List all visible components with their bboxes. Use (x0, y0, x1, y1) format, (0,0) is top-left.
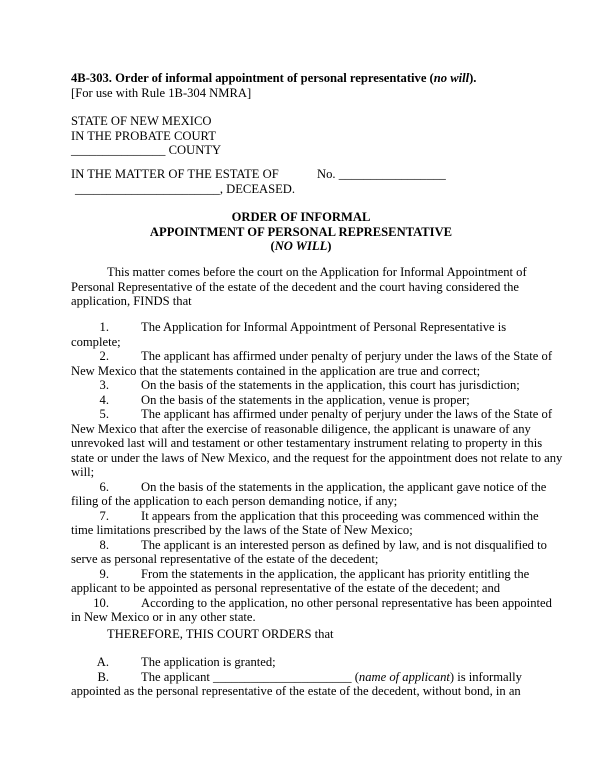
order-b: B. The applicant ______________________ (name of applicant) is informally (97, 669, 522, 684)
finding-5: 5. The applicant has affirmed under penalty of perjury under the laws of the State of (99, 407, 553, 421)
rule-title: 4B-303. Order of informal appointment of personal representative (no will). (71, 71, 477, 85)
intro-paragraph: This matter comes before the court on the Application for Informal Appointment of Personal Representative of the estate of the decedent and the court having considered the application, FINDS that (71, 265, 527, 308)
finding-7: 7. It appears from the application that this proceeding was commenced within the (99, 508, 539, 523)
orders-list: A. The application is granted; B. The applicant ______________________ (name of applicant) is informally appointed as the personal representative of the estate of the decedent, without bond, in an (71, 655, 531, 699)
county-line: _______________ COUNTY (71, 143, 222, 157)
rule-header (71, 71, 531, 100)
state-line: STATE OF NEW MEXICO (71, 114, 212, 128)
therefore-clause: THEREFORE, THIS COURT ORDERS that (107, 627, 334, 641)
use-with-note: [For use with Rule 1B-304 NMRA] (71, 85, 252, 100)
order-title: ORDER OF INFORMAL APPOINTMENT OF PERSONAL REPRESENTATIVE (NO WILL) (149, 210, 453, 253)
finding-6: 6. On the basis of the statements in the application, the applicant gave notice of the (99, 479, 547, 494)
finding-4: 4. On the basis of the statements in the application, venue is proper; (99, 392, 470, 407)
matter-of-estate: IN THE MATTER OF THE ESTATE OF (71, 167, 279, 181)
case-caption (71, 114, 531, 158)
order-a: A. The application is granted; (96, 655, 276, 669)
finding-1: 1. The Application for Informal Appointment of Personal Representative is (99, 320, 507, 334)
case-number-field[interactable]: No. _________________ (317, 167, 446, 181)
estate-matter (71, 167, 531, 196)
deceased-line: _______________________, DECEASED. (75, 181, 296, 196)
court-line: IN THE PROBATE COURT (71, 128, 216, 143)
finding-3: 3. On the basis of the statements in the application, this court has jurisdiction; (99, 378, 520, 392)
finding-9: 9. From the statements in the application, the applicant has priority entitling the (99, 566, 530, 581)
findings-list: 1. The Application for Informal Appointment of Personal Representative is complete; 2. The applicant has affirmed under penalty of perjury under the laws of the State of New Mexico that the statements contained in the application are true and correct; 3. On the basis of the statements in the application, this court has jurisdiction; 4. On the basis of the statements in the application, venue is proper; 5. The applicant has affirmed under penalty of perjury under the laws of the State of New Mexico that after the exercise of reasonable diligence, the applicant is unaware of any unrevoked last will and testament or other testamentary instrument relating to property in this state or under the laws of New Mexico, and the request for the appointment does not relate to any will; 6. On the basis of the statements in the application, the applicant gave notice of the filing of the application to each person demanding notice, if any; 7. It appears from the application that this proceeding was commenced within the time limitations prescribed by the laws of the State of New Mexico; 8. The applicant is an interested person as defined by law, and is not disqualified to serve as personal representative of the estate of the decedent; 9. From the statements in the application, the applicant has priority entitling the applicant to be appointed as personal representative of the estate of the decedent; and 10. According to the application, no other personal representative has been appointed in New Mexico or in any other state. (71, 320, 563, 624)
finding-10: 10. According to the application, no other personal representative has been appointed (93, 595, 552, 610)
finding-2: 2. The applicant has affirmed under penalty of perjury under the laws of the State of (99, 349, 553, 363)
finding-8: 8. The applicant is an interested person as defined by law, and is not disqualified to (99, 537, 547, 552)
